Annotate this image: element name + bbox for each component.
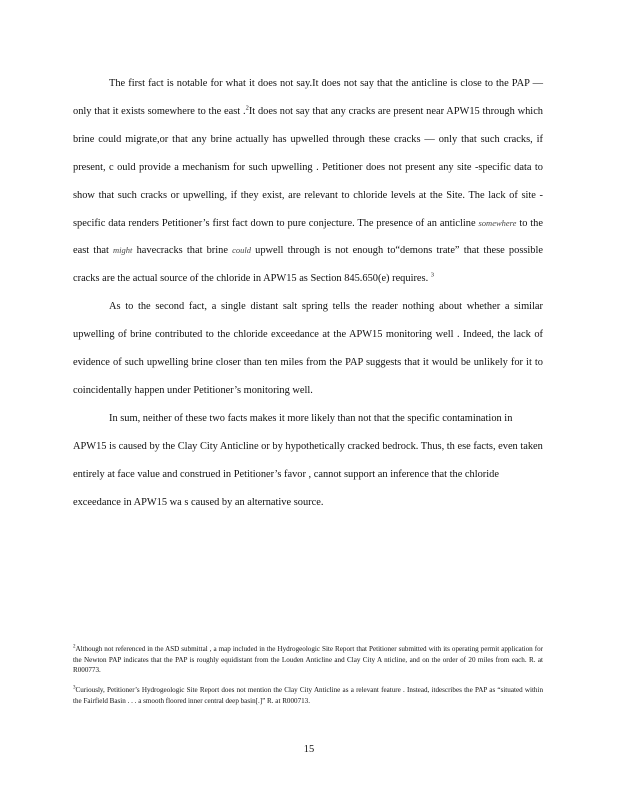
paragraph-in-sum: [73, 405, 543, 517]
footnote-2: [73, 644, 543, 676]
emphasized-word: might: [113, 245, 133, 256]
paragraph-text: to the east that: [73, 217, 543, 257]
paragraph-second-fact: [73, 293, 543, 405]
footnote-text: Although not referenced in the ASD submittal , a map included in the Hydrogeologic Site Report that Petitioner submitted with its operating permit application for the Newton PAP indicates that the PAP is roughly equidistant from the Louden Anticline and Clay City A nticline, and on the order of 20 miles from each. R. at R000773.: [73, 645, 543, 675]
footnote-reference: 3: [430, 271, 435, 279]
footnote-marker: 2: [73, 644, 76, 650]
emphasized-word: could: [232, 245, 251, 256]
footnote-3: [73, 685, 543, 706]
paragraph-text: havecracks that brine: [132, 245, 233, 257]
page-number: 15: [303, 744, 315, 755]
paragraph-text: upwell through is not enough to“demons trate” that these possible cracks are the actual source of the chloride in APW15 as Section 845.650(e) requires.: [73, 245, 543, 285]
paragraph-text: As to the second fact, a single distant salt spring tells the reader nothing about whether a similar upwelling of brine contributed to the chloride exceedance at the APW15 monitoring well . Indeed, the lack of evidence of such upwelling brine closer than ten miles from the PAP suggests that it would be unlikely for it to coincidentally happen under Petitioner’s monitoring well.: [73, 301, 543, 396]
paragraph-text: In sum, neither of these two facts makes it more likely than not that the specific contamination in APW15 is caused by the Clay City Anticline or by hypothetically cracked bedrock. Thus, th ese facts, even taken entirely at face value and construed in Petitioner’s favor , cannot support an inference that the chloride exceedance in APW15 wa s caused by an alternative source.: [73, 412, 543, 508]
body-text: [73, 70, 543, 517]
footnote-reference: 2: [245, 104, 249, 112]
footnote-marker: 3: [73, 685, 76, 691]
emphasized-word: somewhere: [478, 217, 517, 228]
footnotes: [73, 644, 543, 716]
paragraph-text: It does not say that any cracks are present near APW15 through which brine could migrate,or that any brine actually has upwelled through these cracks — only that such cracks, if present, c ould provide a mechanism for such upwelling . Petitioner does not present any site -specific data to show that such cracks or upwelling, if they exist, are relevant to chloride levels at the Site. The lack of site -specific data renders Petitioner’s first fact down to pure conjecture. The presence of an anticline: [73, 105, 543, 229]
paragraph-first-fact: [73, 70, 543, 293]
footnote-text: Curiously, Petitioner’s Hydrogeologic Site Report does not mention the Clay City Anticline as a relevant feature . Instead, itdescribes the PAP as “situated within the Fairfield Basin . . . a smooth floored inner central deep basin[.]” R. at R000713.: [73, 686, 543, 705]
paragraph-text: The first fact is notable for what it does not say.It does not say that the anticline is close to the PAP — only that it exists somewhere to the east .: [73, 78, 543, 117]
